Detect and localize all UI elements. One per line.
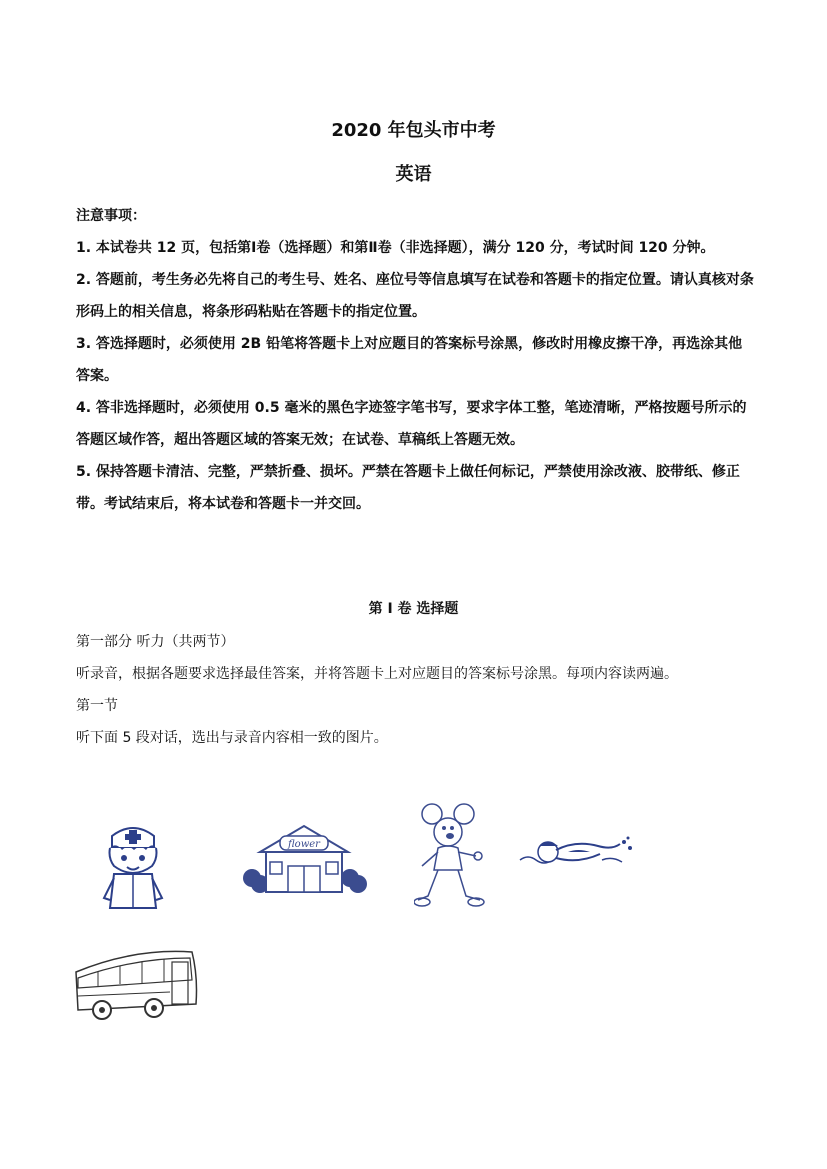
mickey-mouse-icon (414, 800, 490, 910)
part-instruction: 听录音，根据各题要求选择最佳答案，并将答题卡上对应题目的答案标号涂黑。每项内容读两遍。 (76, 666, 678, 682)
part-heading: 第一部分 听力（共两节） (76, 634, 235, 650)
note-item-2: 2. 答题前，考生务必先将自己的考生号、姓名、座位号等信息填写在试卷和答题卡的指定位置。请认真核对条形码上的相关信息，将条形码粘贴在答题卡的指定位置。 (76, 272, 754, 320)
swimmer-icon (516, 830, 638, 874)
doctor-icon (98, 822, 168, 914)
bus-icon (74, 946, 200, 1026)
flower-shop-icon (240, 822, 368, 896)
listening-block (76, 626, 756, 754)
subject-title: 英语 (395, 164, 432, 185)
page-title: 2020 年包头市中考 (331, 120, 496, 141)
note-item-4: 4. 答非选择题时，必须使用 0.5 毫米的黑色字迹签字笔书写，要求字体工整，笔迹清晰，严格按题号所示的答题区域作答，超出答题区域的答案无效；在试卷、草稿纸上答题无效。 (76, 400, 747, 448)
task-instruction: 听下面 5 段对话，选出与录音内容相一致的图片。 (76, 730, 388, 746)
note-item-5: 5. 保持答题卡清洁、完整，严禁折叠、损坏。严禁在答题卡上做任何标记，严禁使用涂改液、胶带纸、修正带。考试结束后，将本试卷和答题卡一并交回。 (76, 464, 740, 512)
note-item-3: 3. 答选择题时，必须使用 2B 铅笔将答题卡上对应题目的答案标号涂黑，修改时用橡皮擦干净，再选涂其他答案。 (76, 336, 743, 384)
note-item-1: 1. 本试卷共 12 页，包括第Ⅰ卷（选择题）和第Ⅱ卷（非选择题），满分 120 分，考试时间 120 分钟。 (76, 240, 715, 256)
section-heading: 第 I 卷 选择题 (368, 601, 459, 617)
subsection-heading: 第一节 (76, 698, 118, 714)
notes-heading: 注意事项： (76, 208, 146, 224)
notes-block (76, 200, 756, 520)
flower-sign-text: flower (288, 839, 320, 850)
